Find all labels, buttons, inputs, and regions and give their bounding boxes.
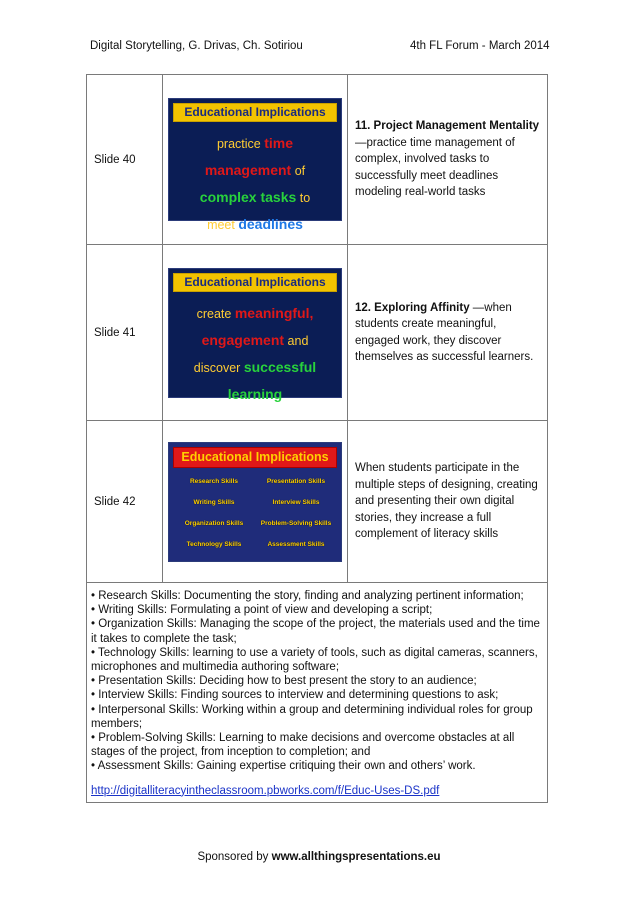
skill-label: Technology Skills [186, 540, 242, 548]
footer-prefix: Sponsored by [197, 851, 272, 863]
note-item: • Research Skills: Documenting the story, finding and analyzing pertinent information; [91, 590, 524, 602]
note-item: • Interview Skills: Finding sources to interview and determining questions to ask; [91, 689, 499, 702]
slide-thumbnail-cell [163, 421, 348, 583]
skill-label: Organization Skills [184, 519, 244, 527]
slide-title: Educational Implications [173, 103, 337, 122]
note-item: • Writing Skills: Formulating a point of view and developing a script; [91, 604, 433, 617]
skill-label: Presentation Skills [266, 477, 326, 485]
notes-row [87, 583, 548, 803]
slide-word: and [287, 333, 309, 348]
slide-thumbnail-cell [163, 75, 348, 245]
slide-title: Educational Implications [173, 447, 337, 468]
slide-42-thumbnail [168, 442, 342, 562]
slide-41-thumbnail [168, 268, 342, 402]
skill-label: Research Skills [189, 477, 239, 485]
desc-heading: 12. Exploring Affinity [355, 301, 470, 314]
note-item: • Assessment Skills: Gaining expertise critiquing their own and others’ work. [91, 760, 476, 773]
table-row [87, 75, 548, 245]
note-item: • Problem-Solving Skills: Learning to make decisions and overcome obstacles at all stages of the project, from inception to completion; and [91, 732, 515, 759]
slide-word: discover [193, 360, 241, 375]
note-item: • Interpersonal Skills: Working within a group and determining individual roles for group members; [91, 703, 533, 730]
slide-word: practice [216, 137, 261, 151]
note-item: • Presentation Skills: Deciding how to best present the story to an audience; [91, 675, 477, 688]
slide-40-thumbnail [168, 98, 342, 232]
slide-title: Educational Implications [173, 273, 337, 292]
slide-word: create [196, 306, 232, 321]
footer-site: www.allthingspresentations.eu [271, 851, 441, 863]
slide-label: Slide 42 [87, 421, 163, 583]
desc-text: —when students create meaningful, engaged work, they discover themselves as successful learners. [355, 301, 534, 363]
slide-word: successful [243, 358, 317, 375]
note-item: • Organization Skills: Managing the scope of the project, the materials used and the time it takes to complete the task; [91, 618, 540, 645]
slide-label: Slide 41 [87, 245, 163, 421]
skill-label: Assessment Skills [267, 540, 325, 548]
slide-word: to [299, 191, 311, 205]
skills-grid [169, 468, 341, 560]
slide-word: engagement [201, 331, 285, 348]
slide-word: complex tasks [199, 189, 297, 205]
slide-word: meaningful, [234, 304, 314, 321]
skill-label: Problem-Solving Skills [260, 519, 332, 527]
slides-table [86, 74, 548, 803]
slide-description [348, 75, 548, 245]
source-link[interactable]: http://digitalliteracyintheclassroom.pbworks.com/f/Educ-Uses-DS.pdf [91, 784, 440, 797]
desc-text: —practice time management of complex, involved tasks to successfully meet deadlines modeling real-world tasks [355, 136, 515, 199]
skill-label: Writing Skills [193, 498, 235, 506]
note-item: • Technology Skills: learning to use a variety of tools, such as digital cameras, scanners, microphones and multimedia authoring software; [91, 646, 538, 674]
slide-description: When students participate in the multiple steps of designing, creating and presenting their own digital stories, they increase a full complement of literacy skills [348, 421, 548, 583]
slide-word: deadlines [238, 216, 303, 232]
slide-word: of [294, 164, 306, 178]
header-right: 4th FL Forum - March 2014 [410, 40, 550, 52]
slide-description [348, 245, 548, 421]
table-row [87, 245, 548, 421]
skill-label: Interview Skills [272, 498, 320, 506]
slide-label: Slide 40 [87, 75, 163, 245]
footer [0, 851, 638, 863]
slide-thumbnail-cell [163, 245, 348, 421]
notes-cell [87, 583, 548, 803]
desc-heading: 11. Project Management Mentality [355, 120, 540, 133]
table-row [87, 421, 548, 583]
slide-word: learning [227, 385, 283, 402]
slide-word: time [264, 135, 294, 151]
header-left: Digital Storytelling, G. Drivas, Ch. Sotiriou [90, 40, 303, 52]
slide-word: meet [207, 218, 235, 232]
slide-word: management [204, 162, 292, 178]
